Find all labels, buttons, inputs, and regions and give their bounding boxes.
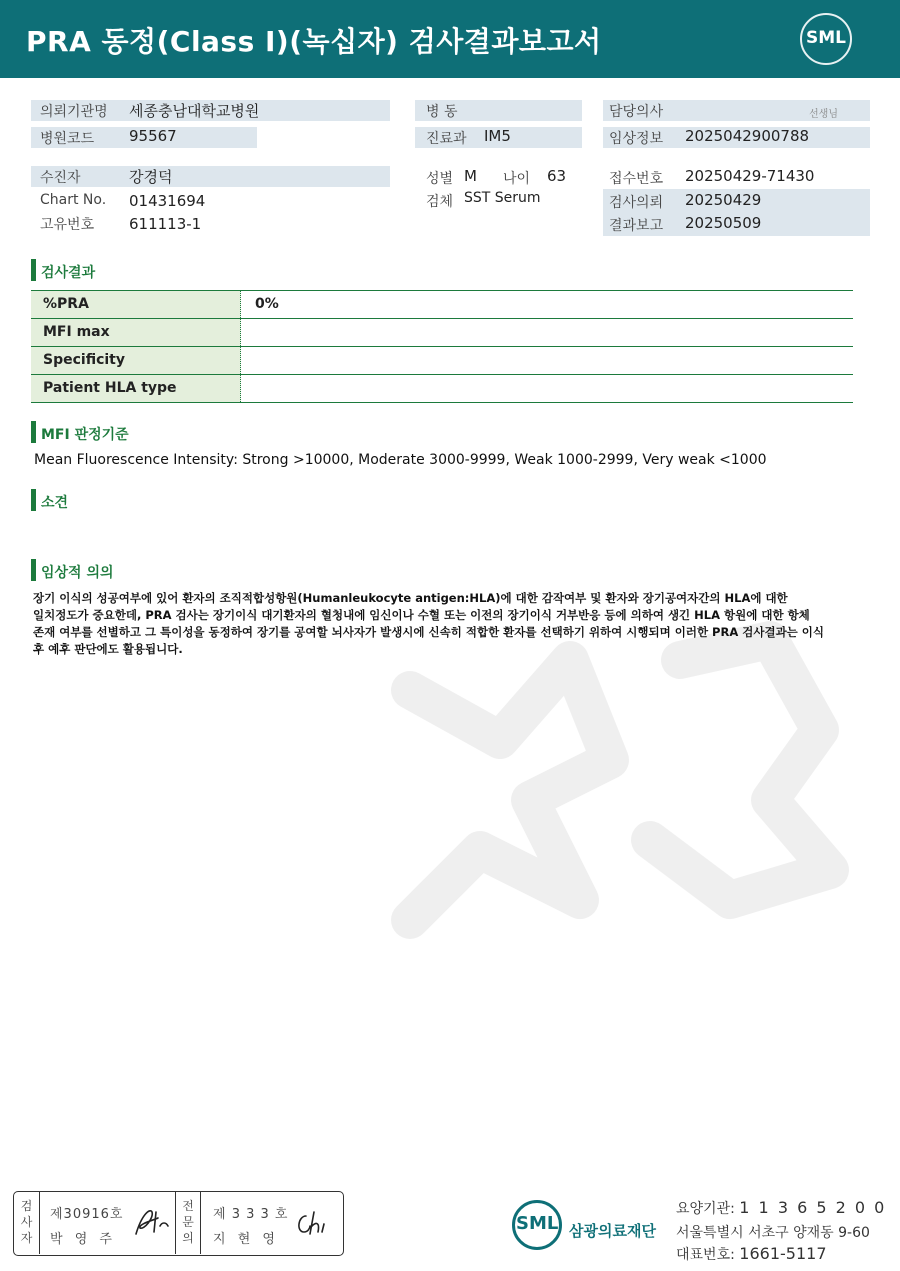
footer-phone-value: 1661-5117 [739, 1244, 827, 1263]
dept-value: IM5 [484, 127, 511, 145]
report-date-label: 결과보고 [609, 218, 664, 234]
opinion-section-marker [31, 489, 36, 511]
chart-no-value: 01431694 [129, 192, 206, 210]
mfi-max-key: MFI max [31, 319, 241, 346]
footer-org-name: 삼광의료재단 [569, 1222, 656, 1240]
table-row [31, 319, 853, 347]
specialist-license-no: 제 3 3 3 호 [213, 1207, 289, 1222]
dept-label: 진료과 [426, 131, 467, 147]
patient-label: 수진자 [40, 170, 81, 186]
tester-column-label [14, 1192, 40, 1254]
specialist-column-label [175, 1192, 201, 1254]
specialist-label: 전 문 의 [182, 1199, 194, 1245]
footer-code-label: 요양기관: [676, 1201, 735, 1217]
specialist-name: 지 현 영 [213, 1232, 279, 1247]
footer-phone-line [676, 1244, 827, 1264]
footer-address: 서울특별시 서초구 양재동 9-60 [676, 1225, 870, 1241]
mfi-section-title: MFI 판정기준 [41, 427, 129, 443]
clinical-significance-text [33, 590, 863, 658]
request-date-label: 검사의뢰 [609, 195, 664, 211]
results-section-marker [31, 259, 36, 281]
table-row [31, 291, 853, 319]
specimen-label: 검체 [426, 194, 454, 210]
clinical-section-marker [31, 559, 36, 581]
doctor-value: 선생님 [809, 109, 838, 120]
tester-signature [132, 1204, 174, 1240]
sml-logo [800, 13, 852, 65]
report-date-value: 20250509 [685, 214, 762, 232]
pra-value: 0% [255, 296, 279, 312]
results-table [31, 290, 853, 403]
sex-value: M [464, 167, 477, 185]
unique-no-value: 611113-1 [129, 215, 202, 233]
age-value: 63 [547, 167, 567, 185]
clinical-section-title: 임상적 의의 [41, 565, 114, 581]
patient-bar [31, 166, 390, 187]
receipt-value: 20250429-71430 [685, 167, 815, 185]
opinion-section-title: 소견 [41, 495, 69, 511]
doctor-label: 담당의사 [609, 104, 664, 120]
footer-code-line [676, 1198, 886, 1218]
table-row [31, 375, 853, 403]
tester-license-no: 제30916호 [50, 1207, 124, 1222]
institution-value: 세종충남대학교병원 [129, 102, 260, 120]
chart-no-label: Chart No. [40, 192, 107, 208]
tester-label: 검 사 자 [20, 1199, 33, 1245]
footer-phone-label: 대표번호: [676, 1247, 735, 1263]
clinical-line: 후 예후 판단에도 활용됩니다. [33, 642, 183, 656]
pra-key: %PRA [31, 291, 241, 318]
hla-type-key: Patient HLA type [31, 375, 241, 402]
mfi-criteria-text: Mean Fluorescence Intensity: Strong >10000, Moderate 3000-9999, Weak 1000-2999, Very weak <1000 [34, 452, 767, 468]
request-date-value: 20250429 [685, 191, 762, 209]
results-section-title: 검사결과 [41, 265, 96, 281]
mfi-section-marker [31, 421, 36, 443]
report-title: PRA 동정(Class I)(녹십자) 검사결과보고서 [26, 25, 602, 58]
tester-name: 박 영 주 [50, 1232, 116, 1247]
patient-value: 강경덕 [129, 168, 173, 186]
clinical-line: 일치정도가 중요한데, PRA 검사는 장기이식 대기환자의 혈청내에 임신이나 수혈 또는 이전의 장기이식 거부반응 등에 의하여 생긴 HLA 항원에 대한 항체 [33, 608, 810, 622]
specificity-key: Specificity [31, 347, 241, 374]
clinical-info-label: 임상정보 [609, 131, 664, 147]
hospital-code-value: 95567 [129, 127, 177, 145]
specimen-value: SST Serum [464, 190, 541, 206]
specialist-signature [292, 1206, 336, 1240]
clinical-line: 존재 여부를 선별하고 그 특이성을 동정하여 장기를 공여할 뇌사자가 발생시에 신속히 적합한 환자를 선택하기 위하여 시행되며 이러한 PRA 검사결과는 이식 [33, 625, 825, 639]
unique-no-label: 고유번호 [40, 217, 95, 233]
clinical-line: 장기 이식의 성공여부에 있어 환자의 조직적합성항원(Humanleukocyte antigen:HLA)에 대한 감작여부 및 환자와 장기공여자간의 HLA에 대한 [33, 591, 788, 605]
signature-box [13, 1191, 344, 1256]
ward-label: 병 동 [426, 104, 458, 120]
clinical-info-value: 2025042900788 [685, 127, 810, 145]
sex-label: 성별 [426, 171, 454, 187]
institution-label: 의뢰기관명 [40, 104, 108, 120]
table-row [31, 347, 853, 375]
hospital-code-label: 병원코드 [40, 131, 95, 147]
footer-code-value: 1 1 3 6 5 2 0 0 [739, 1198, 887, 1217]
footer-logo-text: SML [516, 1213, 559, 1234]
receipt-label: 접수번호 [609, 171, 664, 187]
report-header [0, 0, 900, 78]
sml-logo-text: SML [806, 28, 846, 48]
age-label: 나이 [503, 171, 531, 187]
